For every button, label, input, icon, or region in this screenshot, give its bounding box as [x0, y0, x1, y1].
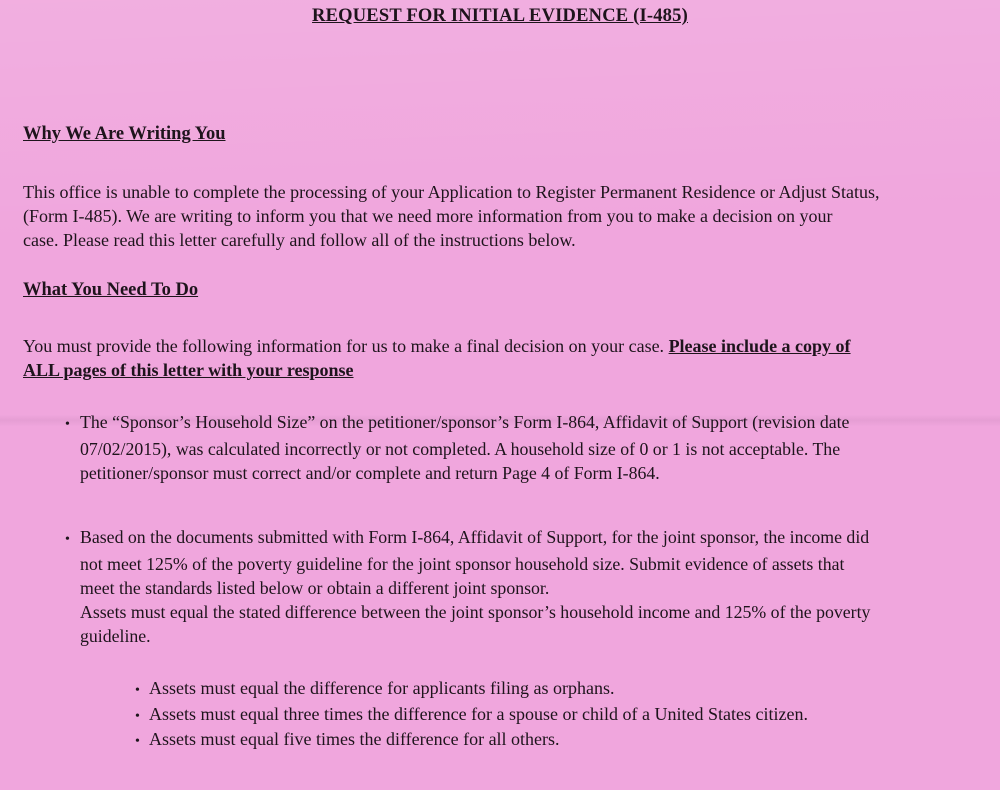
sub-bullet-others	[135, 727, 560, 754]
bullet-text: The “Sponsor’s Household Size” on the petitioner/sponsor’s Form I-864, Affidavit of Support (revision date	[80, 412, 850, 432]
body-text: You must provide the following information for us to make a final decision on your case.	[23, 336, 665, 356]
body-line	[23, 358, 998, 382]
body-line	[23, 334, 998, 358]
sub-bullet-orphans	[135, 676, 615, 703]
body-line: This office is unable to complete the processing of your Application to Register Permanent Residence or Adjust Status,	[23, 182, 880, 202]
bullet-line	[65, 410, 990, 437]
sub-bullet-text: Assets must equal the difference for applicants filing as orphans.	[149, 678, 615, 698]
section-body-what	[23, 334, 998, 382]
sub-bullet-text: Assets must equal five times the difference for all others.	[149, 729, 560, 749]
body-emphasis: ALL pages of this letter with your response	[23, 360, 354, 380]
bullet-line: meet the standards listed below or obtain a different joint sponsor.	[80, 578, 550, 598]
section-body-why	[23, 180, 998, 252]
bullet-line: guideline.	[80, 626, 151, 646]
section-heading-what: What You Need To Do	[23, 280, 199, 300]
sub-bullet-text: Assets must equal three times the difference for a spouse or child of a United States citizen.	[149, 704, 808, 724]
bullet-text: Based on the documents submitted with Form I-864, Affidavit of Support, for the joint sponsor, the income did	[80, 527, 870, 547]
bullet-dot: •	[65, 532, 70, 547]
bullet-line: petitioner/sponsor must correct and/or complete and return Page 4 of Form I-864.	[80, 463, 660, 483]
bullet-dot: •	[135, 683, 140, 698]
bullet-line: 07/02/2015), was calculated incorrectly or not completed. A household size of 0 or 1 is not acceptable. The	[80, 439, 841, 459]
bullet-line: not meet 125% of the poverty guideline for the joint sponsor household size. Submit evidence of assets that	[80, 554, 845, 574]
bullet-line	[65, 525, 990, 552]
section-heading-why: Why We Are Writing You	[23, 124, 226, 144]
page-title: REQUEST FOR INITIAL EVIDENCE (I-485)	[312, 6, 688, 26]
bullet-item-income	[65, 525, 990, 648]
sub-bullet-citizen	[135, 702, 808, 729]
bullet-item-household-size	[65, 410, 990, 485]
body-emphasis: Please include a copy of	[668, 336, 851, 356]
bullet-dot: •	[135, 709, 140, 724]
bullet-dot: •	[135, 734, 140, 749]
bullet-dot: •	[65, 417, 70, 432]
body-line: case. Please read this letter carefully and follow all of the instructions below.	[23, 230, 576, 250]
bullet-line: Assets must equal the stated difference between the joint sponsor’s household income and 125% of the poverty	[80, 602, 871, 622]
body-line: (Form I-485). We are writing to inform you that we need more information from you to make a decision on your	[23, 206, 833, 226]
